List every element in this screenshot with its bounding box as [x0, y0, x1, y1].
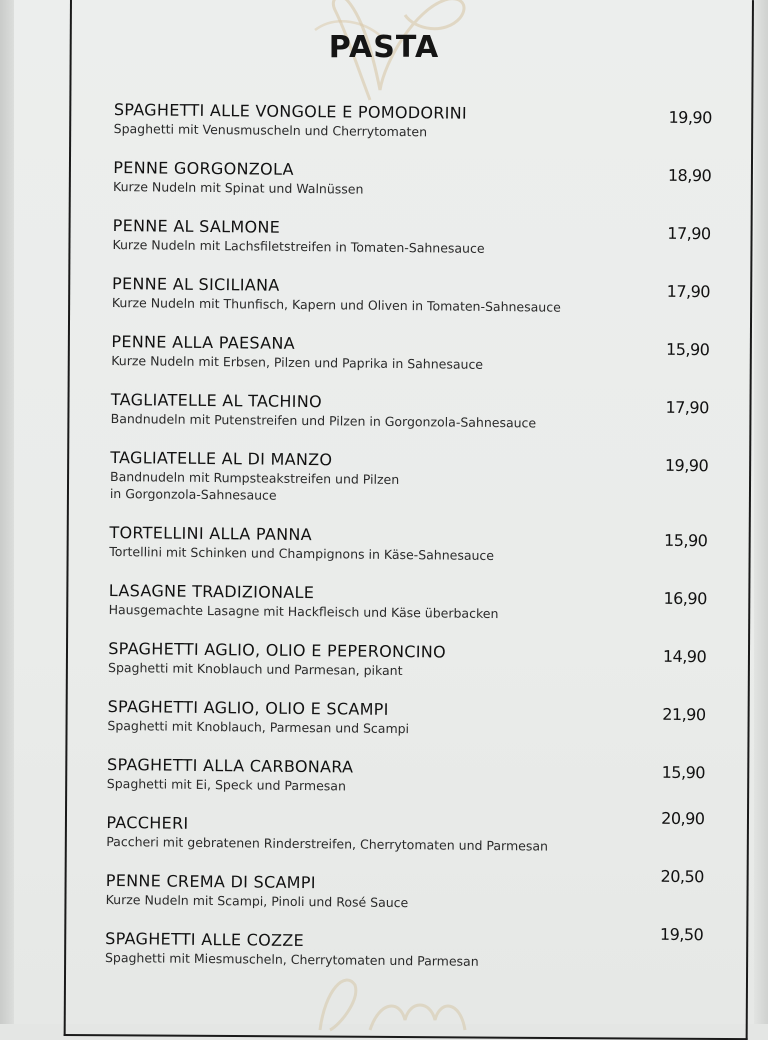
item-description: Hausgemachte Lasagne mit Hackfleisch und Käse überbacken — [108, 601, 499, 622]
item-name: PENNE CREMA DI SCAMPI — [105, 870, 316, 893]
menu-item — [110, 448, 711, 529]
item-name: SPAGHETTI AGLIO, OLIO E PEPERONCINO — [108, 638, 447, 662]
item-description: Kurze Nudeln mit Spinat und Walnüssen — [113, 178, 364, 197]
menu-item — [106, 808, 707, 877]
item-name: SPAGHETTI ALLE VONGOLE E POMODORINI — [113, 100, 468, 123]
menu-item — [105, 866, 706, 935]
menu-item — [112, 274, 713, 338]
menu-item — [107, 755, 708, 819]
item-price: 19,50 — [659, 924, 704, 945]
item-price: 19,90 — [664, 455, 709, 476]
item-price: 15,90 — [661, 762, 706, 783]
menu-item — [108, 639, 709, 703]
item-description: Kurze Nudeln mit Lachsfiletstreifen in Tomaten-Sahnesauce — [112, 236, 485, 256]
menu-list — [105, 100, 714, 993]
item-price: 21,90 — [662, 704, 706, 725]
menu-item — [113, 158, 714, 222]
item-price: 20,90 — [661, 808, 705, 829]
item-name: TAGLIATELLE AL DI MANZO — [110, 447, 333, 470]
item-description-line2: in Gorgonzola-Sahnesauce — [109, 485, 277, 503]
menu-item — [107, 697, 708, 761]
item-description: Spaghetti mit Knoblauch, Parmesan und Scampi — [107, 717, 410, 737]
item-price: 20,50 — [660, 866, 704, 887]
page-edge-left — [0, 0, 14, 1024]
item-name: SPAGHETTI ALLA CARBONARA — [106, 754, 354, 777]
menu-item — [104, 924, 706, 993]
item-price: 16,90 — [663, 588, 707, 609]
menu-title: PASTA — [328, 30, 440, 65]
item-price: 15,90 — [664, 530, 708, 551]
item-price: 17,90 — [666, 281, 711, 302]
item-price: 17,90 — [667, 223, 711, 244]
menu-item — [111, 332, 712, 396]
item-name: PACCHERI — [106, 812, 189, 833]
item-description: Bandnudeln mit Putenstreifen und Pilzen in Gorgonzola-Sahnesauce — [110, 410, 537, 431]
item-name: PENNE ALLA PAESANA — [111, 331, 296, 353]
item-description: Spaghetti mit Miesmuscheln, Cherrytomaten und Parmesan — [104, 949, 479, 969]
item-description: Spaghetti mit Venusmuscheln und Cherrytomaten — [113, 120, 428, 140]
menu-item — [108, 581, 709, 645]
item-name: PENNE AL SALMONE — [112, 215, 281, 237]
item-name: SPAGHETTI AGLIO, OLIO E SCAMPI — [107, 696, 389, 719]
menu-item — [113, 100, 714, 164]
menu-item — [110, 390, 711, 454]
item-name: LASAGNE TRADIZIONALE — [108, 580, 315, 603]
item-price: 19,90 — [668, 107, 712, 128]
menu-item — [112, 216, 713, 280]
page-edge-right — [754, 0, 768, 1024]
item-price: 18,90 — [667, 165, 712, 186]
item-description: Paccheri mit gebratenen Rinderstreifen, Cherrytomaten und Parmesan — [106, 833, 549, 854]
menu-item — [109, 523, 710, 587]
item-price: 14,90 — [662, 646, 707, 667]
item-description: Spaghetti mit Ei, Speck und Parmesan — [106, 775, 347, 794]
item-name: PENNE GORGONZOLA — [113, 157, 294, 179]
item-name: PENNE AL SICILIANA — [111, 273, 280, 295]
item-description: Kurze Nudeln mit Thunfisch, Kapern und Oliven in Tomaten-Sahnesauce — [111, 294, 561, 315]
item-price: 17,90 — [665, 397, 709, 418]
item-name: SPAGHETTI ALLE COZZE — [105, 928, 305, 951]
item-description: Spaghetti mit Knoblauch und Parmesan, pikant — [107, 659, 403, 679]
item-description: Kurze Nudeln mit Erbsen, Pilzen und Paprika in Sahnesauce — [111, 352, 484, 372]
item-price: 15,90 — [666, 339, 710, 360]
item-description: Tortellini mit Schinken und Champignons in Käse-Sahnesauce — [109, 543, 495, 564]
item-description: Kurze Nudeln mit Scampi, Pinoli und Rosé Sauce — [105, 891, 409, 911]
item-name: TAGLIATELLE AL TACHINO — [110, 389, 323, 412]
item-name: TORTELLINI ALLA PANNA — [109, 522, 313, 545]
item-description: Bandnudeln mit Rumpsteakstreifen und Pilzen — [109, 468, 400, 488]
